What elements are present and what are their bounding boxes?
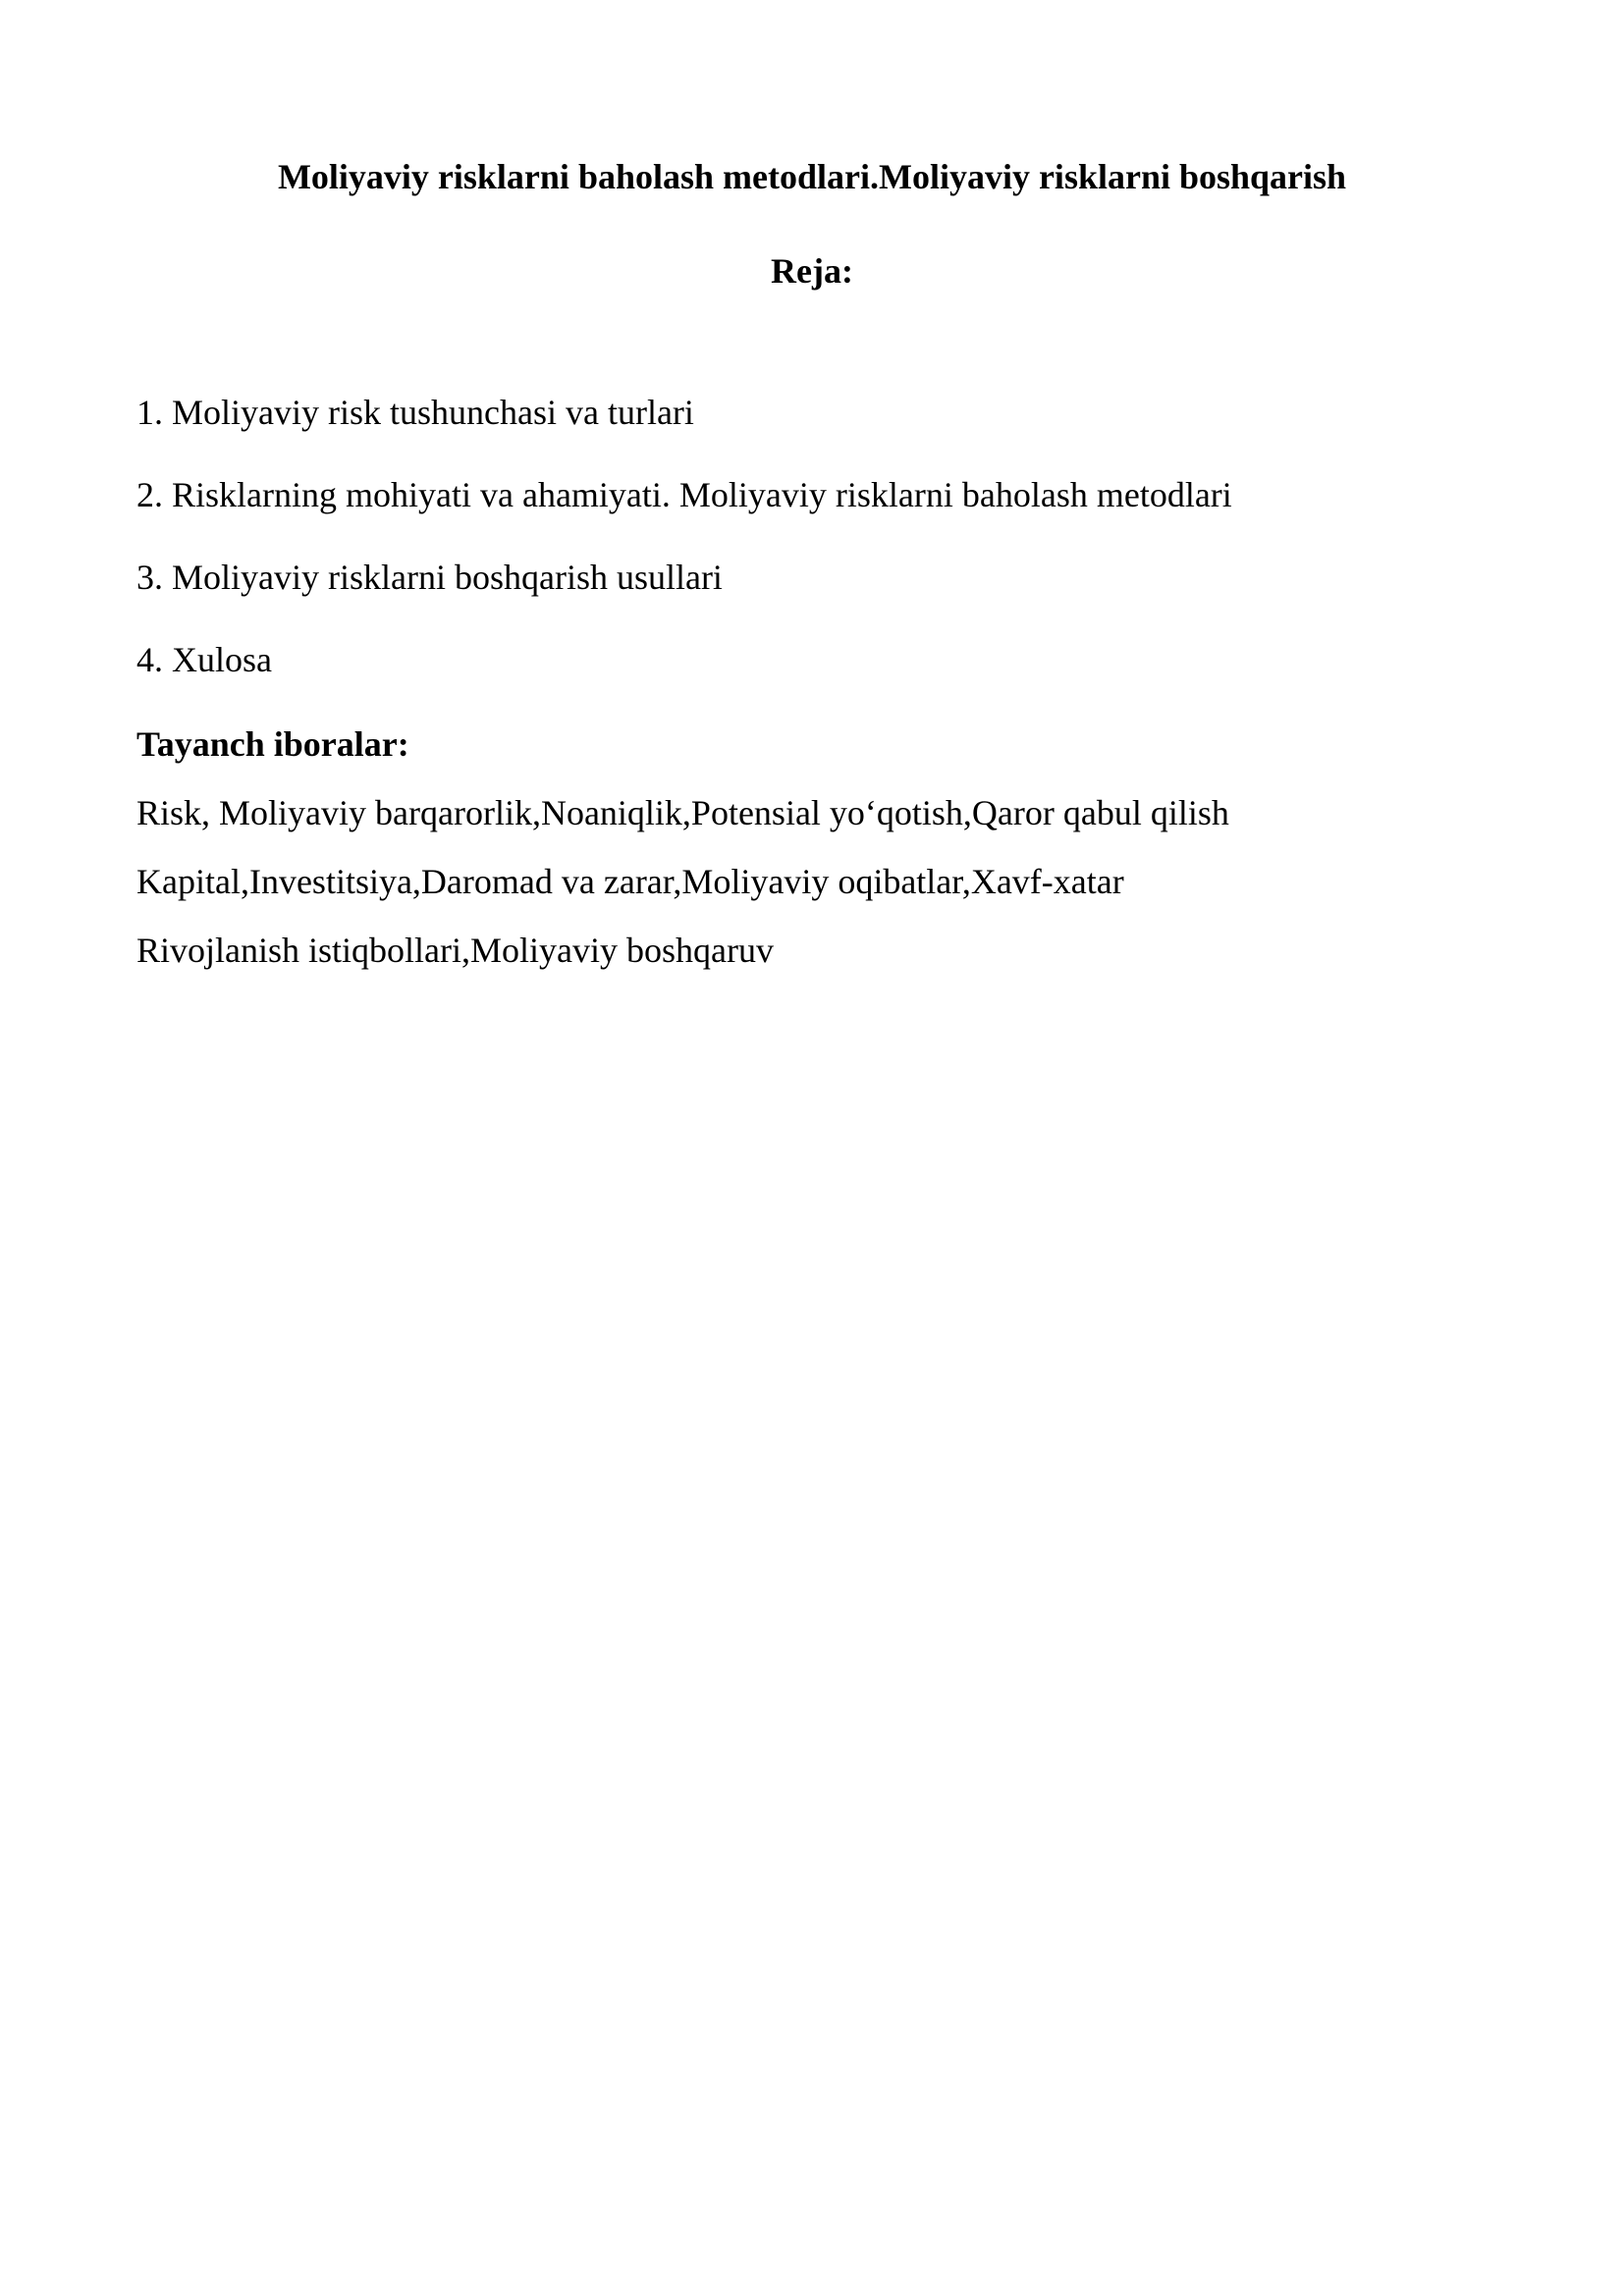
plan-list (136, 391, 1511, 721)
keyword-line: Risk, Moliyaviy barqarorlik,Noaniqlik,Potensial yo‘qotish,Qaror qabul qilish (136, 793, 1229, 832)
plan-item: 2. Risklarning mohiyati va ahamiyati. Moliyaviy risklarni baholash metodlari (136, 475, 1232, 514)
plan-item: 4. Xulosa (136, 640, 272, 679)
document-title: Moliyaviy risklarni baholash metodlari.Moliyaviy risklarni boshqarish (277, 157, 1347, 196)
plan-heading: Reja: (771, 251, 853, 291)
keywords-block (136, 791, 1511, 997)
plan-item: 1. Moliyaviy risk tushunchasi va turlari (136, 393, 694, 432)
keywords-heading: Tayanch iboralar: (136, 724, 409, 764)
keyword-line: Kapital,Investitsiya,Daromad va zarar,Moliyaviy oqibatlar,Xavf-xatar (136, 862, 1124, 901)
plan-item: 3. Moliyaviy risklarni boshqarish usullari (136, 558, 723, 597)
keyword-line: Rivojlanish istiqbollari,Moliyaviy boshqaruv (136, 931, 774, 970)
